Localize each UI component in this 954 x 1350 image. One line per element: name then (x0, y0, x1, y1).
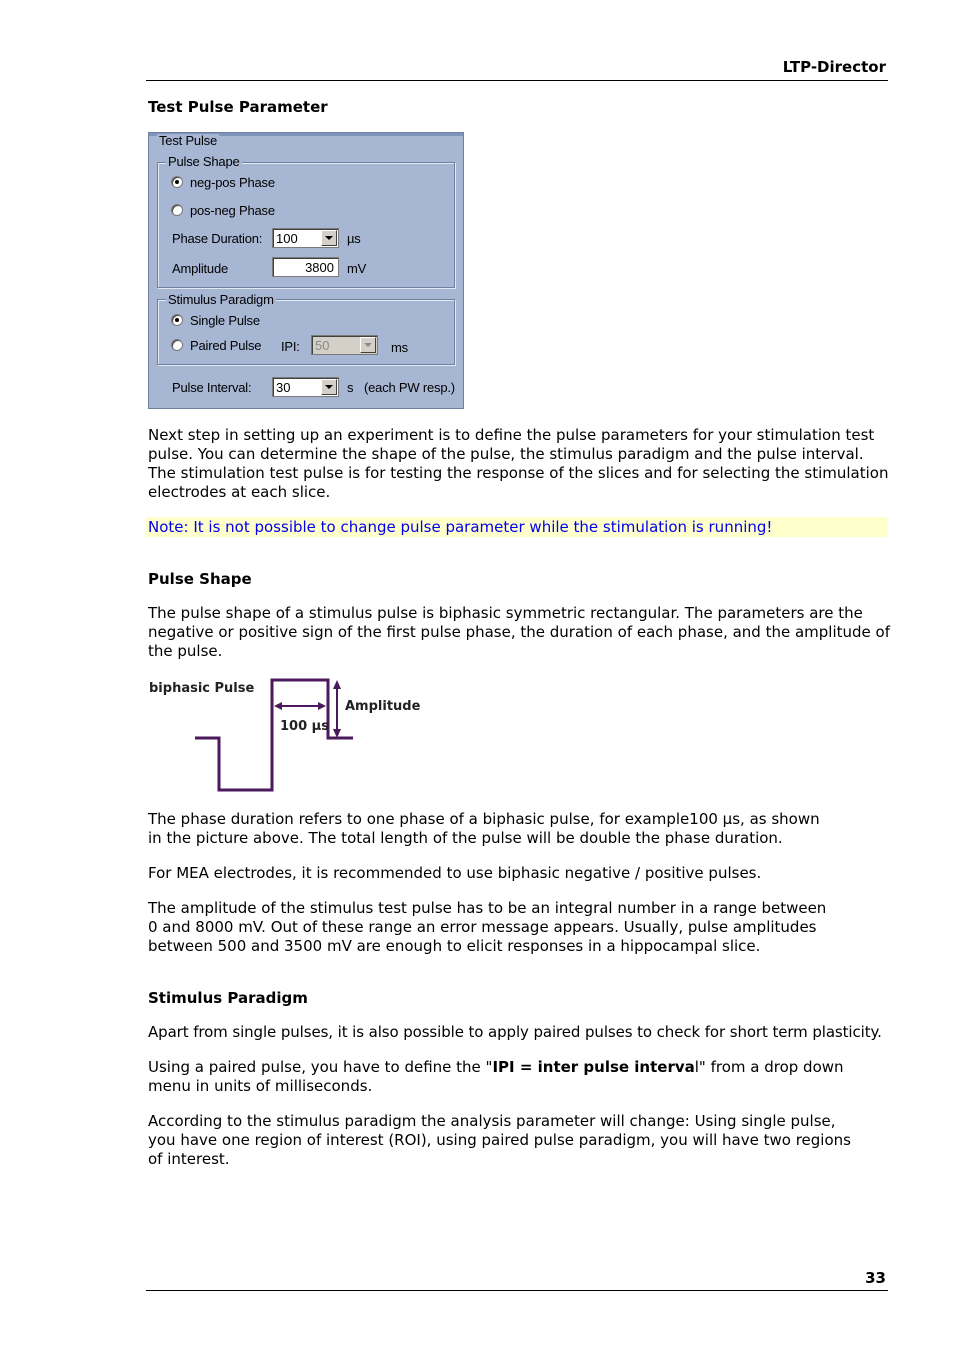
neg-pos-phase-radio[interactable] (171, 176, 183, 188)
figure-title: biphasic Pulse (149, 681, 255, 696)
stimulus-paradigm-legend: Stimulus Paradigm (168, 292, 274, 307)
paired-pulse-paragraph: Apart from single pulses, it is also possible to apply paired pulses to check for short term plasticity. (148, 1023, 882, 1041)
roi-paragraph (148, 1112, 893, 1169)
duration-arrow-left-head (274, 702, 282, 710)
amplitude-arrow-top-head (333, 680, 341, 689)
stimulus-paradigm-group (157, 299, 455, 365)
pulse-shape-paragraph: The pulse shape of a stimulus pulse is biphasic symmetric rectangular. The parameters are the negative or positive sign of the first pulse phase, the duration of each phase, and the amplitude of the pulse. (148, 604, 891, 660)
mea-paragraph: For MEA electrodes, it is recommended to use biphasic negative / positive pulses. (148, 864, 762, 882)
paired-pulse-radio[interactable] (171, 339, 183, 351)
amplitude-label: Amplitude (172, 261, 229, 276)
pulse-shape-legend: Pulse Shape (168, 154, 240, 169)
ipi-paragraph (148, 1058, 893, 1096)
pulse-waveform (195, 680, 353, 790)
amplitude-paragraph (148, 899, 893, 956)
amplitude-line-2: 0 and 8000 mV. Out of these range an error message appears. Usually, pulse amplitudes (148, 918, 817, 936)
phase-duration-label: Phase Duration: (172, 231, 263, 246)
amplitude-line-1: The amplitude of the stimulus test pulse has to be an integral number in a range between (148, 899, 827, 917)
phase-duration-value: 100 (276, 231, 298, 246)
ipi-unit: ms (391, 340, 408, 355)
ipi-bold-term: IPI = inter pulse interva (492, 1058, 695, 1076)
phase-duration-paragraph (148, 810, 893, 848)
ipi-select[interactable] (311, 335, 378, 355)
ipi-value: 50 (315, 338, 330, 353)
amplitude-value: 3800 (305, 260, 334, 275)
pulse-interval-value: 30 (276, 380, 291, 395)
intro-paragraph: Next step in setting up an experiment is to define the pulse parameters for your stimulation test pulse. You can determine the shape of the pulse, the stimulus paradigm and the pulse interval. The stimulation test pulse is for testing the response of the slices and for selecting the stimulation electrodes at each slice. (148, 426, 889, 501)
pulse-interval-select[interactable] (272, 377, 339, 397)
pulse-interval-unit: s (347, 380, 354, 395)
note-highlight (146, 517, 888, 537)
roi-line-1: According to the stimulus paradigm the analysis parameter will change: Using single pulse, (148, 1112, 836, 1130)
chevron-down-icon[interactable] (321, 230, 337, 246)
phase-duration-line-2: in the picture above. The total length of the pulse will be double the phase duration. (148, 829, 783, 847)
paired-pulse-label[interactable]: Paired Pulse (190, 338, 262, 353)
amplitude-label: Amplitude (345, 699, 421, 714)
header-title: LTP-Director (782, 58, 886, 76)
header-rule (146, 80, 888, 81)
pos-neg-phase-radio[interactable] (171, 204, 183, 216)
chevron-down-icon[interactable] (360, 337, 376, 353)
phase-duration-select[interactable] (272, 228, 339, 248)
pos-neg-phase-label[interactable]: pos-neg Phase (190, 203, 275, 218)
section-heading-pulse-shape: Pulse Shape (148, 570, 252, 588)
pulse-interval-note: (each PW resp.) (364, 380, 455, 395)
roi-line-3: of interest. (148, 1150, 230, 1168)
footer-rule (146, 1290, 888, 1291)
neg-pos-phase-label[interactable]: neg-pos Phase (190, 175, 275, 190)
page-number: 33 (865, 1269, 886, 1287)
phase-duration-unit: µs (347, 231, 361, 246)
ipi-line-2: menu in units of milliseconds. (148, 1077, 373, 1095)
note-text: Note: It is not possible to change pulse parameter while the stimulation is running! (148, 518, 773, 536)
chevron-down-icon[interactable] (321, 379, 337, 395)
amplitude-line-3: between 500 and 3500 mV are enough to elicit responses in a hippocampal slice. (148, 937, 761, 955)
test-pulse-dialog (148, 132, 464, 409)
dialog-group-title: Test Pulse (159, 133, 217, 148)
duration-label: 100 µs (280, 719, 329, 734)
section-heading-stimulus-paradigm: Stimulus Paradigm (148, 989, 308, 1007)
section-heading-test-pulse: Test Pulse Parameter (148, 98, 328, 116)
ipi-suffix: l" from a drop down (694, 1058, 844, 1076)
ipi-label: IPI: (281, 339, 300, 354)
single-pulse-radio[interactable] (171, 314, 183, 326)
amplitude-unit: mV (347, 261, 367, 276)
roi-line-2: you have one region of interest (ROI), using paired pulse paradigm, you will have two regions (148, 1131, 851, 1149)
pulse-interval-label: Pulse Interval: (172, 380, 252, 395)
duration-arrow-right-head (318, 702, 326, 710)
phase-duration-line-1: The phase duration refers to one phase of a biphasic pulse, for example100 µs, as shown (148, 810, 820, 828)
single-pulse-label[interactable]: Single Pulse (190, 313, 260, 328)
ipi-prefix: Using a paired pulse, you have to define the " (148, 1058, 493, 1076)
biphasic-pulse-figure (146, 672, 446, 796)
amplitude-input[interactable] (272, 257, 339, 277)
